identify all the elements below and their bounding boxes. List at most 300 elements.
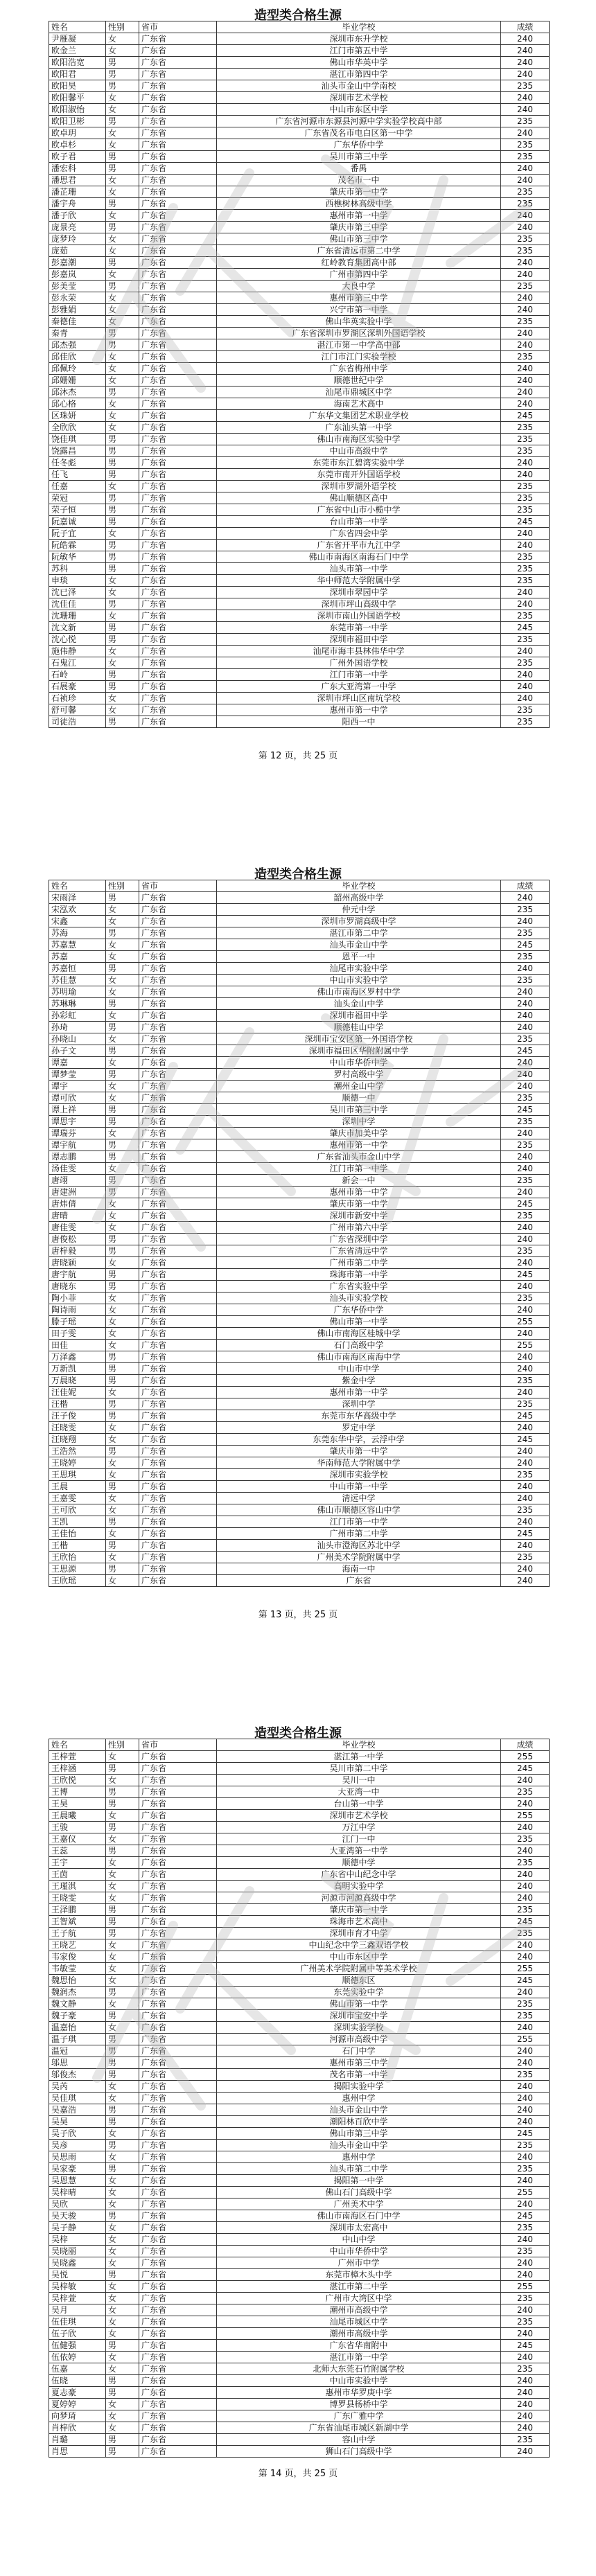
table-row: [49, 646, 550, 657]
cell-name: 伍嘉: [49, 2363, 106, 2375]
cell-school: 惠州市第一中学: [217, 1139, 501, 1151]
cell-province: 广东省: [139, 316, 217, 328]
cell-score: 240: [501, 646, 550, 657]
cell-score: 240: [501, 1516, 550, 1528]
cell-score: 240: [501, 222, 550, 233]
cell-name: 王凯: [49, 1516, 106, 1528]
table-row: [49, 939, 550, 951]
table-row: [49, 1104, 550, 1116]
cell-school: 深圳中学: [217, 1398, 501, 1410]
cell-name: 饶露昌: [49, 445, 106, 457]
cell-school: 湛江市第一中学高中部: [217, 339, 501, 351]
cell-score: 240: [501, 2104, 550, 2116]
cell-name: 饶佳琪: [49, 434, 106, 445]
cell-score: 235: [501, 186, 550, 198]
cell-name: 汪佳妮: [49, 1387, 106, 1398]
cell-gender: 女: [106, 1057, 139, 1069]
cell-score: 235: [501, 1139, 550, 1151]
cell-gender: 男: [106, 2434, 139, 2446]
cell-name: 吴彦: [49, 2140, 106, 2151]
cell-province: 广东省: [139, 1963, 217, 1975]
table-row: [49, 1045, 550, 1057]
table-row: [49, 2375, 550, 2387]
cell-name: 王宇: [49, 1857, 106, 1869]
cell-name: 谭思宇: [49, 1116, 106, 1128]
cell-gender: 男: [106, 339, 139, 351]
cell-school: 狮山石门高级中学: [217, 2446, 501, 2458]
cell-score: 240: [501, 916, 550, 927]
table-row: [49, 963, 550, 975]
cell-province: 广东省: [139, 2010, 217, 2022]
table-row: [49, 2081, 550, 2093]
cell-school: 顺德一中: [217, 1092, 501, 1104]
cell-gender: 女: [106, 1881, 139, 1892]
cell-school: 深圳市实验学校: [217, 1469, 501, 1481]
table-row: [49, 1904, 550, 1916]
table-row: [49, 198, 550, 210]
table-row: [49, 1293, 550, 1304]
table-row: [49, 2163, 550, 2175]
cell-school: 中山市东区中学: [217, 1951, 501, 1963]
cell-school: 广东广雅中学: [217, 2410, 501, 2422]
cell-school: 罗定中学: [217, 1422, 501, 1434]
cell-name: 王博: [49, 1786, 106, 1798]
cell-school: 深圳市新安中学: [217, 1210, 501, 1222]
table-row: [49, 2210, 550, 2222]
cell-name: 彭美莹: [49, 281, 106, 292]
cell-gender: 女: [106, 1328, 139, 1340]
cell-name: 王嘉仪: [49, 1833, 106, 1845]
cell-score: 235: [501, 2140, 550, 2151]
cell-school: 广东省深圳市罗湖区深圳外国语学校: [217, 328, 501, 339]
table-row: [49, 528, 550, 540]
cell-province: 广东省: [139, 2175, 217, 2187]
cell-score: 240: [501, 2045, 550, 2057]
cell-province: 广东省: [139, 422, 217, 434]
cell-name: 汪子俊: [49, 1410, 106, 1422]
cell-name: 彭永荣: [49, 292, 106, 304]
header-gender: 性别: [106, 21, 139, 33]
cell-name: 王可欣: [49, 1504, 106, 1516]
cell-score: 235: [501, 1998, 550, 2010]
cell-name: 彭雅娟: [49, 304, 106, 316]
cell-province: 广东省: [139, 257, 217, 269]
cell-gender: 男: [106, 257, 139, 269]
table-row: [49, 1116, 550, 1128]
cell-gender: 女: [106, 269, 139, 281]
cell-score: 245: [501, 1045, 550, 1057]
cell-province: 广东省: [139, 2128, 217, 2140]
table-row: [49, 2316, 550, 2328]
cell-score: 235: [501, 1175, 550, 1187]
cell-school: 深圳市福田中学: [217, 634, 501, 646]
cell-name: 欧阳浩宽: [49, 57, 106, 69]
cell-school: 汕头市第二中学: [217, 2163, 501, 2175]
cell-name: 荣冠: [49, 492, 106, 504]
table-header-row: [49, 21, 550, 33]
cell-gender: 女: [106, 210, 139, 222]
cell-score: 235: [501, 422, 550, 434]
cell-province: 广东省: [139, 2375, 217, 2387]
cell-score: 235: [501, 1245, 550, 1257]
cell-score: 240: [501, 2057, 550, 2069]
cell-name: 王思琪: [49, 1469, 106, 1481]
table-row: [49, 1187, 550, 1198]
cell-school: 广东省清远中学: [217, 1245, 501, 1257]
cell-gender: 女: [106, 375, 139, 387]
cell-gender: 男: [106, 1987, 139, 1998]
cell-school: 博罗县杨桥中学: [217, 2399, 501, 2410]
cell-score: 240: [501, 1775, 550, 1786]
cell-school: 揭阳第一中学: [217, 2175, 501, 2187]
cell-province: 广东省: [139, 116, 217, 127]
cell-gender: 女: [106, 657, 139, 669]
table-row: [49, 92, 550, 104]
cell-score: 245: [501, 1198, 550, 1210]
table-row: [49, 2328, 550, 2340]
cell-province: 广东省: [139, 2034, 217, 2045]
cell-school: 汕尾市鼎城区中学: [217, 387, 501, 398]
cell-province: 广东省: [139, 1269, 217, 1281]
table-header-row: [49, 1739, 550, 1751]
cell-name: 肖璐: [49, 2434, 106, 2446]
cell-school: 潮州市高级中学: [217, 2304, 501, 2316]
cell-name: 庞茹: [49, 245, 106, 257]
table-row: [49, 1175, 550, 1187]
table-row: [49, 1163, 550, 1175]
cell-school: 汕头市金山中学: [217, 939, 501, 951]
cell-gender: 女: [106, 1998, 139, 2010]
cell-gender: 男: [106, 2269, 139, 2281]
cell-name: 王梓萱: [49, 1751, 106, 1763]
cell-score: 240: [501, 2257, 550, 2269]
cell-score: 240: [501, 304, 550, 316]
table-row: [49, 445, 550, 457]
cell-province: 广东省: [139, 33, 217, 45]
table-row: [49, 1763, 550, 1775]
table-row: [49, 186, 550, 198]
cell-score: 235: [501, 1116, 550, 1128]
table-row: [49, 1340, 550, 1351]
cell-name: 汪晓雯: [49, 1422, 106, 1434]
cell-gender: 女: [106, 2399, 139, 2410]
cell-province: 广东省: [139, 304, 217, 316]
cell-school: 广东华侨中学: [217, 1304, 501, 1316]
cell-province: 广东省: [139, 1045, 217, 1057]
cell-gender: 男: [106, 1446, 139, 1457]
cell-province: 广东省: [139, 445, 217, 457]
cell-name: 欧阳淑怡: [49, 104, 106, 116]
cell-name: 吴昊: [49, 2116, 106, 2128]
table-row: [49, 292, 550, 304]
table-row: [49, 1552, 550, 1563]
cell-province: 广东省: [139, 292, 217, 304]
cell-province: 广东省: [139, 1975, 217, 1987]
cell-score: 235: [501, 198, 550, 210]
cell-province: 广东省: [139, 657, 217, 669]
cell-school: 江门市第一中学: [217, 669, 501, 681]
cell-province: 广东省: [139, 634, 217, 646]
cell-name: 温嘉怡: [49, 2022, 106, 2034]
cell-province: 广东省: [139, 2422, 217, 2434]
cell-gender: 女: [106, 2093, 139, 2104]
cell-school: 北师大东莞石竹附属学校: [217, 2363, 501, 2375]
page-title: 造型类合格生源: [254, 867, 342, 882]
cell-province: 广东省: [139, 1116, 217, 1128]
cell-gender: 男: [106, 2210, 139, 2222]
cell-gender: 女: [106, 45, 139, 57]
cell-name: 孙子文: [49, 1045, 106, 1057]
cell-name: 彭嘉潮: [49, 257, 106, 269]
cell-name: 肖梓欣: [49, 2422, 106, 2434]
cell-name: 王瑾淇: [49, 1881, 106, 1892]
cell-school: 深圳市福田区华附附属中学: [217, 1045, 501, 1057]
cell-province: 广东省: [139, 410, 217, 422]
cell-score: 240: [501, 1022, 550, 1033]
cell-name: 申琰: [49, 575, 106, 587]
cell-school: 中山市第一中学: [217, 1481, 501, 1493]
cell-score: 240: [501, 1563, 550, 1575]
table-row: [49, 2234, 550, 2246]
cell-school: 吴川市第三中学: [217, 151, 501, 163]
header-school: 毕业学校: [217, 1739, 501, 1751]
cell-gender: 女: [106, 1975, 139, 1987]
cell-score: 255: [501, 1810, 550, 1822]
cell-province: 广东省: [139, 2281, 217, 2293]
cell-province: 广东省: [139, 2234, 217, 2246]
cell-gender: 男: [106, 598, 139, 610]
cell-gender: 女: [106, 1963, 139, 1975]
cell-name: 谭志鹏: [49, 1151, 106, 1163]
cell-name: 吴恩慧: [49, 2175, 106, 2187]
cell-school: 恩平一中: [217, 951, 501, 963]
cell-school: 江门市第一中学: [217, 1163, 501, 1175]
cell-name: 潘思君: [49, 175, 106, 186]
cell-name: 田子雯: [49, 1328, 106, 1340]
cell-province: 广东省: [139, 1540, 217, 1552]
cell-score: 235: [501, 139, 550, 151]
cell-score: 235: [501, 2163, 550, 2175]
cell-school: 广东省梅州中学: [217, 363, 501, 375]
cell-score: 235: [501, 504, 550, 516]
cell-school: 顺德桂山中学: [217, 1022, 501, 1033]
cell-province: 广东省: [139, 1563, 217, 1575]
table-row: [49, 1434, 550, 1446]
cell-gender: 女: [106, 2234, 139, 2246]
cell-school: 中山市华侨中学: [217, 2246, 501, 2257]
cell-gender: 男: [106, 151, 139, 163]
cell-score: 240: [501, 598, 550, 610]
table-row: [49, 1939, 550, 1951]
table-row: [49, 1092, 550, 1104]
table-row: [49, 2399, 550, 2410]
table-row: [49, 222, 550, 233]
cell-gender: 男: [106, 2069, 139, 2081]
cell-province: 广东省: [139, 2222, 217, 2234]
cell-score: 235: [501, 1375, 550, 1387]
cell-gender: 女: [106, 975, 139, 986]
cell-province: 广东省: [139, 434, 217, 445]
cell-province: 广东省: [139, 351, 217, 363]
cell-gender: 男: [106, 681, 139, 693]
table-row: [49, 2057, 550, 2069]
cell-score: 240: [501, 163, 550, 175]
cell-province: 广东省: [139, 1104, 217, 1116]
cell-province: 广东省: [139, 1892, 217, 1904]
cell-gender: 女: [106, 1293, 139, 1304]
cell-score: 240: [501, 1951, 550, 1963]
cell-name: 谭梦莹: [49, 1069, 106, 1081]
cell-school: 惠州市第三中学: [217, 292, 501, 304]
cell-name: 吴子静: [49, 2222, 106, 2234]
cell-gender: 女: [106, 1951, 139, 1963]
cell-score: 235: [501, 1904, 550, 1916]
cell-score: 235: [501, 445, 550, 457]
cell-score: 240: [501, 1010, 550, 1022]
cell-province: 广东省: [139, 1092, 217, 1104]
cell-score: 235: [501, 551, 550, 563]
cell-gender: 女: [106, 2128, 139, 2140]
table-row: [49, 116, 550, 127]
cell-name: 伍健强: [49, 2340, 106, 2352]
cell-gender: 男: [106, 716, 139, 728]
cell-school: 深圳市罗湖外语学校: [217, 481, 501, 492]
table-row: [49, 1387, 550, 1398]
cell-score: 255: [501, 1963, 550, 1975]
cell-school: 湛江市第一中学: [217, 2352, 501, 2363]
cell-province: 广东省: [139, 2293, 217, 2304]
cell-school: 佛山市第一中学: [217, 1316, 501, 1328]
cell-gender: 女: [106, 916, 139, 927]
cell-score: 240: [501, 1151, 550, 1163]
cell-score: 235: [501, 316, 550, 328]
header-score: 成绩: [501, 880, 550, 892]
cell-name: 彭嘉岚: [49, 269, 106, 281]
cell-name: 邱沐杰: [49, 387, 106, 398]
cell-province: 广东省: [139, 1951, 217, 1963]
cell-gender: 女: [106, 1128, 139, 1139]
cell-school: 茂名市第一中学: [217, 2069, 501, 2081]
cell-province: 广东省: [139, 163, 217, 175]
cell-school: 潮州市高级中学: [217, 2328, 501, 2340]
cell-score: 240: [501, 269, 550, 281]
cell-gender: 女: [106, 1387, 139, 1398]
cell-gender: 女: [106, 693, 139, 704]
cell-name: 孙琦: [49, 1022, 106, 1033]
cell-name: 王欣悦: [49, 1775, 106, 1786]
table-row: [49, 1269, 550, 1281]
table-row: [49, 1751, 550, 1763]
cell-name: 唐翊: [49, 1175, 106, 1187]
cell-gender: 男: [106, 1786, 139, 1798]
cell-name: 潘子欣: [49, 210, 106, 222]
cell-school: 韶州高级中学: [217, 892, 501, 904]
cell-school: 汕头市金山中学: [217, 2104, 501, 2116]
cell-province: 广东省: [139, 2151, 217, 2163]
cell-school: 中山中学: [217, 2234, 501, 2246]
cell-score: 235: [501, 657, 550, 669]
cell-gender: 男: [106, 2104, 139, 2116]
cell-school: 中山市实验中学: [217, 2375, 501, 2387]
cell-name: 吴梓敏: [49, 2281, 106, 2293]
table-row: [49, 2104, 550, 2116]
cell-score: 235: [501, 351, 550, 363]
cell-score: 235: [501, 2293, 550, 2304]
cell-gender: 男: [106, 622, 139, 634]
cell-name: 庞景亮: [49, 222, 106, 233]
table-row: [49, 1987, 550, 1998]
table-row: [49, 1845, 550, 1857]
cell-score: 240: [501, 669, 550, 681]
cell-gender: 女: [106, 1528, 139, 1540]
table-row: [49, 1328, 550, 1340]
table-row: [49, 916, 550, 927]
cell-score: 255: [501, 2034, 550, 2045]
cell-province: 广东省: [139, 1363, 217, 1375]
cell-province: 广东省: [139, 328, 217, 339]
header-name: 姓名: [49, 1739, 106, 1751]
table-row: [49, 1410, 550, 1422]
cell-gender: 女: [106, 2328, 139, 2340]
cell-gender: 女: [106, 1081, 139, 1092]
cell-province: 广东省: [139, 1775, 217, 1786]
cell-school: 顺德东区: [217, 1975, 501, 1987]
table-row: [49, 1210, 550, 1222]
cell-province: 广东省: [139, 1434, 217, 1446]
cell-gender: 女: [106, 2246, 139, 2257]
table-row: [49, 1375, 550, 1387]
cell-name: 苏佳慧: [49, 975, 106, 986]
cell-score: 245: [501, 516, 550, 528]
cell-name: 伍子欣: [49, 2328, 106, 2340]
cell-gender: 女: [106, 398, 139, 410]
cell-score: 255: [501, 2281, 550, 2293]
cell-gender: 男: [106, 669, 139, 681]
cell-score: 235: [501, 1293, 550, 1304]
cell-name: 肖思: [49, 2446, 106, 2458]
cell-score: 235: [501, 1928, 550, 1939]
cell-gender: 男: [106, 2375, 139, 2387]
cell-school: 番禺: [217, 163, 501, 175]
table-row: [49, 492, 550, 504]
cell-score: 235: [501, 2222, 550, 2234]
cell-province: 广东省: [139, 186, 217, 198]
table-row: [49, 2304, 550, 2316]
table-row: [49, 1810, 550, 1822]
cell-name: 荣子恒: [49, 504, 106, 516]
cell-name: 潘芷珊: [49, 186, 106, 198]
cell-score: 235: [501, 927, 550, 939]
cell-province: 广东省: [139, 1022, 217, 1033]
cell-score: 240: [501, 1493, 550, 1504]
table-row: [49, 422, 550, 434]
cell-province: 广东省: [139, 1481, 217, 1493]
table-row: [49, 2045, 550, 2057]
cell-gender: 女: [106, 1939, 139, 1951]
cell-gender: 女: [106, 316, 139, 328]
cell-province: 广东省: [139, 1822, 217, 1833]
cell-name: 唐建洲: [49, 1187, 106, 1198]
table-row: [49, 1822, 550, 1833]
cell-school: 广州市第二中学: [217, 1257, 501, 1269]
cell-province: 广东省: [139, 363, 217, 375]
table-row: [49, 575, 550, 587]
cell-school: 肇庆市第一中学: [217, 1446, 501, 1457]
cell-score: 235: [501, 492, 550, 504]
cell-province: 广东省: [139, 892, 217, 904]
cell-gender: 女: [106, 1857, 139, 1869]
cell-name: 韦家俊: [49, 1951, 106, 1963]
